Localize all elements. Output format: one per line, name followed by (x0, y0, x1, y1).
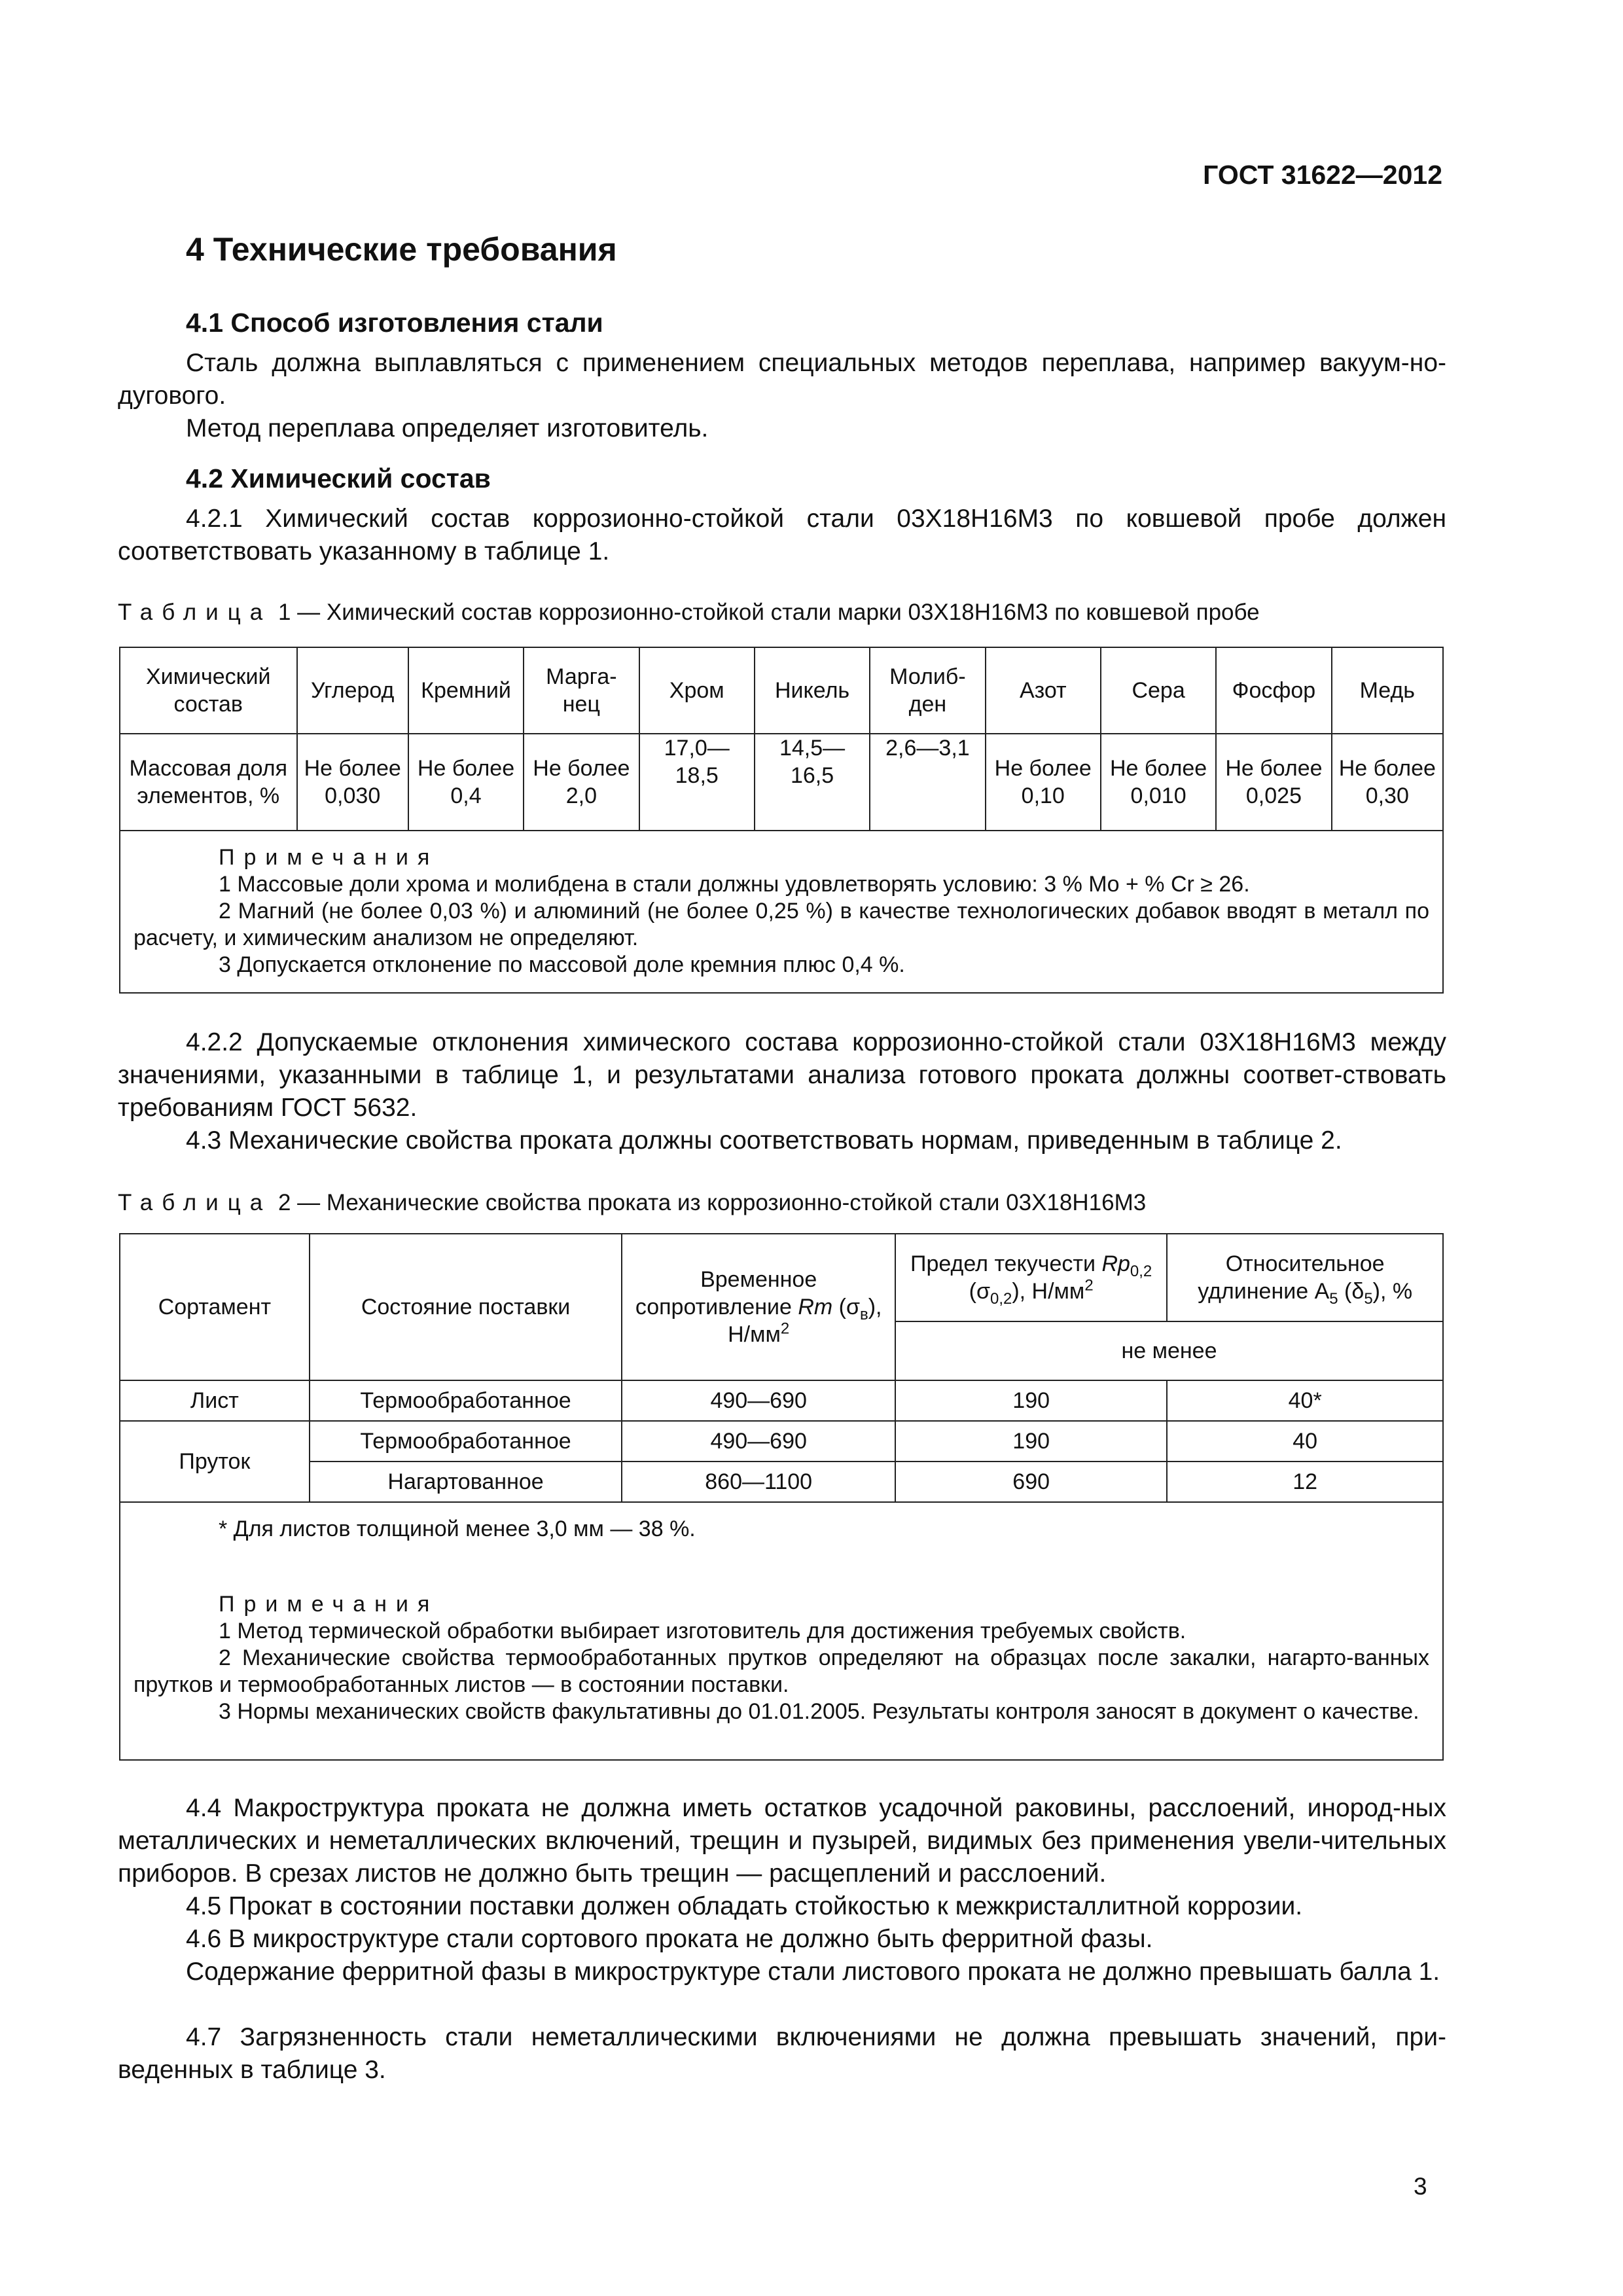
table-2-cell: 190 (895, 1380, 1167, 1421)
table-2-note: 1 Метод термической обработки выбирает изготовитель для достижения требуемых свойств. (219, 1619, 1186, 1643)
table-2-cell: 40 (1167, 1421, 1443, 1462)
table-1-cell: Не более 2,0 (524, 734, 639, 831)
table-1-note: 2 Магний (не более 0,03 %) и алюминий (не более 0,25 %) в качестве технологических добавок вводят в металл по расчету, и химическим анализом не определяют. (134, 899, 1429, 950)
table-2-cell: Лист (120, 1380, 310, 1421)
table-2-cell: Пруток (120, 1421, 310, 1502)
table-1-cell: 14,5— 16,5 (755, 734, 870, 831)
table-1-notes-title: Примечания (219, 845, 439, 870)
table-1-caption: Таблица 1 — Химический состав коррозионно-стойкой стали марки 03Х18Н16М3 по ковшевой пробе (118, 600, 1260, 625)
table-2-caption: Таблица 2 — Механические свойства проката из коррозионно-стойкой стали 03Х18Н16М3 (118, 1190, 1147, 1215)
table-2-cell: 490—690 (622, 1421, 895, 1462)
paragraph-4-1: Сталь должна выплавляться с применением специальных методов переплава, например вакуум-но-дугового. (118, 349, 1446, 410)
table-2-cell: 40* (1167, 1380, 1443, 1421)
table-2-cell: 860—1100 (622, 1462, 895, 1502)
table-2-cell: 490—690 (622, 1380, 895, 1421)
paragraph-4-6: 4.6 В микроструктуре стали сортового проката не должно быть ферритной фазы. (186, 1925, 1153, 1953)
table-2-row (120, 1421, 1443, 1462)
table-1-cell: Не более 0,4 (408, 734, 524, 831)
table-2-cell: Термообработанное (310, 1421, 622, 1462)
table-2-notes-title: Примечания (219, 1592, 439, 1617)
table-2-cell: 690 (895, 1462, 1167, 1502)
table-1-cell: Массовая доля элементов, % (120, 734, 297, 831)
table-1-header-cell: Углерод (297, 647, 408, 734)
table-2-note: 2 Механические свойства термообработанных прутков определяют на образцах после закалки, нагарто-ванных прутков и термообработанных листов — в состоянии поставки. (134, 1645, 1429, 1697)
table-2-header-yield: Предел текучести $Rp_{0,2}$ $(\sigma_{0,2})$, $Н/мм^2$ (895, 1234, 1167, 1321)
document-code: ГОСТ 31622—2012 (1203, 160, 1442, 190)
table-1-header-cell: Никель (755, 647, 870, 734)
table-1-header-cell: Химический состав (120, 647, 297, 734)
table-2-note: 3 Нормы механических свойств факультативны до 01.01.2005. Результаты контроля заносят в документ о качестве. (219, 1699, 1419, 1724)
table-2-cell: Термообработанное (310, 1380, 622, 1421)
table-1-cell: Не более 0,025 (1216, 734, 1331, 831)
table-2-header-min: не менее (895, 1321, 1443, 1380)
table-1-header-cell: Фосфор (1216, 647, 1331, 734)
paragraph-4-1-b: Метод переплава определяет изготовитель. (186, 414, 709, 442)
table-1-cell: Не более 0,010 (1101, 734, 1216, 831)
paragraph-4-2-2: 4.2.2 Допускаемые отклонения химического состава коррозионно-стойкой стали 03Х18Н16М3 между значениями, указанными в таблице 1, и результатами анализа готового проката должны соответ-ствовать требованиям ГОСТ 5632. (118, 1028, 1446, 1122)
table-2-footnote: * Для листов толщиной менее 3,0 мм — 38 %. (219, 1516, 696, 1541)
table-2-row (120, 1380, 1443, 1421)
table-1-data-row (120, 734, 1443, 831)
table-2-cell: 12 (1167, 1462, 1443, 1502)
table-1-cell: 17,0— 18,5 (639, 734, 755, 831)
section-4-1-title: 4.1 Способ изготовления стали (186, 308, 603, 338)
table-1-header-cell: Марга-нец (524, 647, 639, 734)
paragraph-4-5: 4.5 Прокат в состоянии поставки должен обладать стойкостью к межкристаллитной коррозии. (186, 1892, 1303, 1920)
table-1 (119, 647, 1444, 831)
table-1-header-cell: Азот (986, 647, 1101, 734)
paragraph-4-7: 4.7 Загрязненность стали неметаллическими включениями не должна превышать значений, при-веденных в таблице 3. (118, 2023, 1446, 2084)
table-1-notes (119, 830, 1444, 994)
table-1-header-cell: Сера (1101, 647, 1216, 734)
table-2-notes (119, 1503, 1444, 1761)
paragraph-4-2-1: 4.2.1 Химический состав коррозионно-стойкой стали 03Х18Н16М3 по ковшевой пробе должен соответствовать указанному в таблице 1. (118, 505, 1446, 565)
table-1-cell: 2,6—3,1 (870, 734, 985, 831)
table-2-header-elongation: Относительное удлинение $A_5$ $(\delta_5)$, % (1167, 1234, 1443, 1321)
page-number: 3 (1414, 2173, 1427, 2200)
table-2-cell: Нагартованное (310, 1462, 622, 1502)
table-2-cell: 190 (895, 1421, 1167, 1462)
paragraph-4-4: 4.4 Макроструктура проката не должна иметь остатков усадочной раковины, расслоений, инород-ных металлических и неметаллических включений, трещин и пузырей, видимых без применения увели-чительных приборов. В срезах листов не должно быть трещин — расщеплений и расслоений. (118, 1794, 1446, 1888)
table-1-header-cell: Молиб-ден (870, 647, 985, 734)
table-2-header-row (120, 1234, 1443, 1321)
paragraph-4-6-b: Содержание ферритной фазы в микроструктуре стали листового проката не должно превышать балла 1. (186, 1958, 1440, 1986)
table-1-header-cell: Медь (1332, 647, 1443, 734)
table-1-cell: Не более 0,030 (297, 734, 408, 831)
paragraph-4-3: 4.3 Механические свойства проката должны соответствовать нормам, приведенным в таблице 2. (186, 1126, 1342, 1155)
section-4-2-title: 4.2 Химический состав (186, 463, 491, 493)
table-1-cell: Не более 0,10 (986, 734, 1101, 831)
table-2-header-state: Состояние поставки (310, 1234, 622, 1380)
table-2-header-sortament: Сортамент (120, 1234, 310, 1380)
table-1-header-cell: Кремний (408, 647, 524, 734)
table-1-note: 3 Допускается отклонение по массовой доле кремния плюс 0,4 %. (219, 952, 905, 977)
table-1-header-cell: Хром (639, 647, 755, 734)
table-1-header-row (120, 647, 1443, 734)
table-2 (119, 1233, 1444, 1503)
table-2-header-tensile: Временное сопротивление Rm $(\sigma_в)$, $Н/мм^2$ (622, 1234, 895, 1380)
table-2-row (120, 1462, 1443, 1502)
section-4-title: 4 Технические требования (186, 231, 617, 268)
table-1-cell: Не более 0,30 (1332, 734, 1443, 831)
table-1-note: 1 Массовые доли хрома и молибдена в стали должны удовлетворять условию: 3 % Mo + % Cr ≥ 26. (219, 872, 1250, 897)
